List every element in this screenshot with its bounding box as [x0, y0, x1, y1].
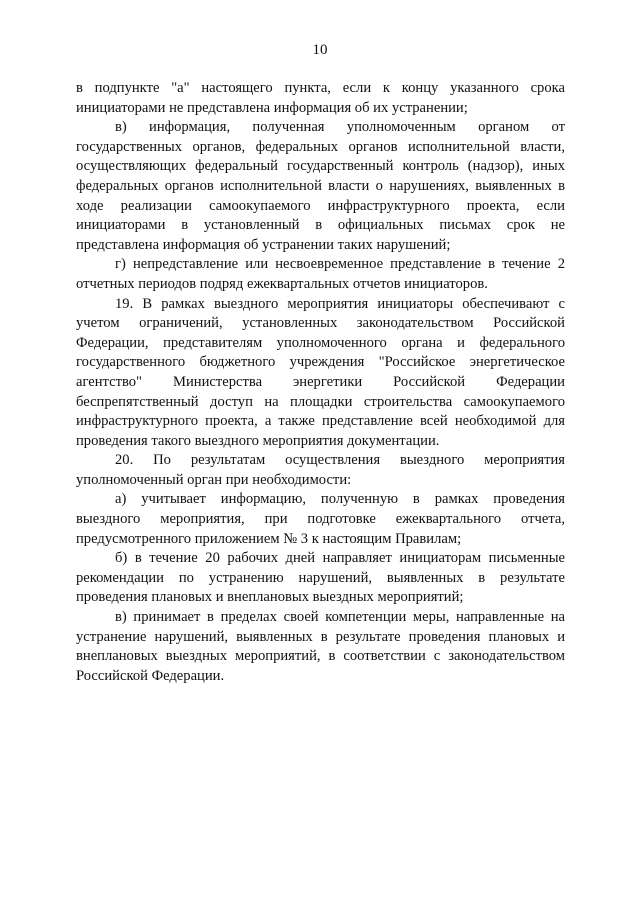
paragraph-item-v-2: в) принимает в пределах своей компетенции меры, направленные на устранение нарушений, выявленных в результате проведения плановых и внеплановых выездных мероприятий, в соответствии с законодательством Российской Федерации.	[76, 609, 565, 684]
page-number: 10	[312, 42, 328, 58]
paragraph-item-b: б) в течение 20 рабочих дней направляет инициаторам письменные рекомендации по устранению нарушений, выявленных в результате проведения плановых и внеплановых выездных мероприятий;	[76, 550, 565, 606]
paragraph-item-a: а) учитывает информацию, полученную в рамках проведения выездного мероприятия, при подготовке ежеквартального отчета, предусмотренного приложением № 3 к настоящим Правилам;	[76, 491, 565, 547]
document-body	[76, 79, 565, 686]
paragraph-item-v: в) информация, полученная уполномоченным органом от государственных органов, федеральных органов исполнительной власти, осуществляющих федеральный государственный контроль (надзор), иных федеральных органов исполнительной власти о нарушениях, выявленных в ходе реализации самоокупаемого инфраструктурного проекта, если инициаторами в установленный в официальных письмах срок не представлена информация об устранении таких нарушений;	[76, 119, 565, 253]
paragraph-19: 19. В рамках выездного мероприятия инициаторы обеспечивают с учетом ограничений, установленных законодательством Российской Федерации, представителям уполномоченного органа и федерального государственного бюджетного учреждения "Российское энергетическое агентство" Министерства энергетики Российской Федерации беспрепятственный доступ на площадки строительства самоокупаемого инфраструктурного проекта, а также представление всей необходимой для проведения такого выездного мероприятия документации.	[76, 295, 565, 449]
paragraph-continuation: в подпункте "а" настоящего пункта, если к концу указанного срока инициаторами не представлена информация об их устранении;	[76, 80, 565, 116]
paragraph-item-g: г) непредставление или несвоевременное представление в течение 2 отчетных периодов подряд ежеквартальных отчетов инициаторов.	[76, 256, 565, 292]
paragraph-20: 20. По результатам осуществления выездного мероприятия уполномоченный орган при необходимости:	[76, 452, 565, 488]
